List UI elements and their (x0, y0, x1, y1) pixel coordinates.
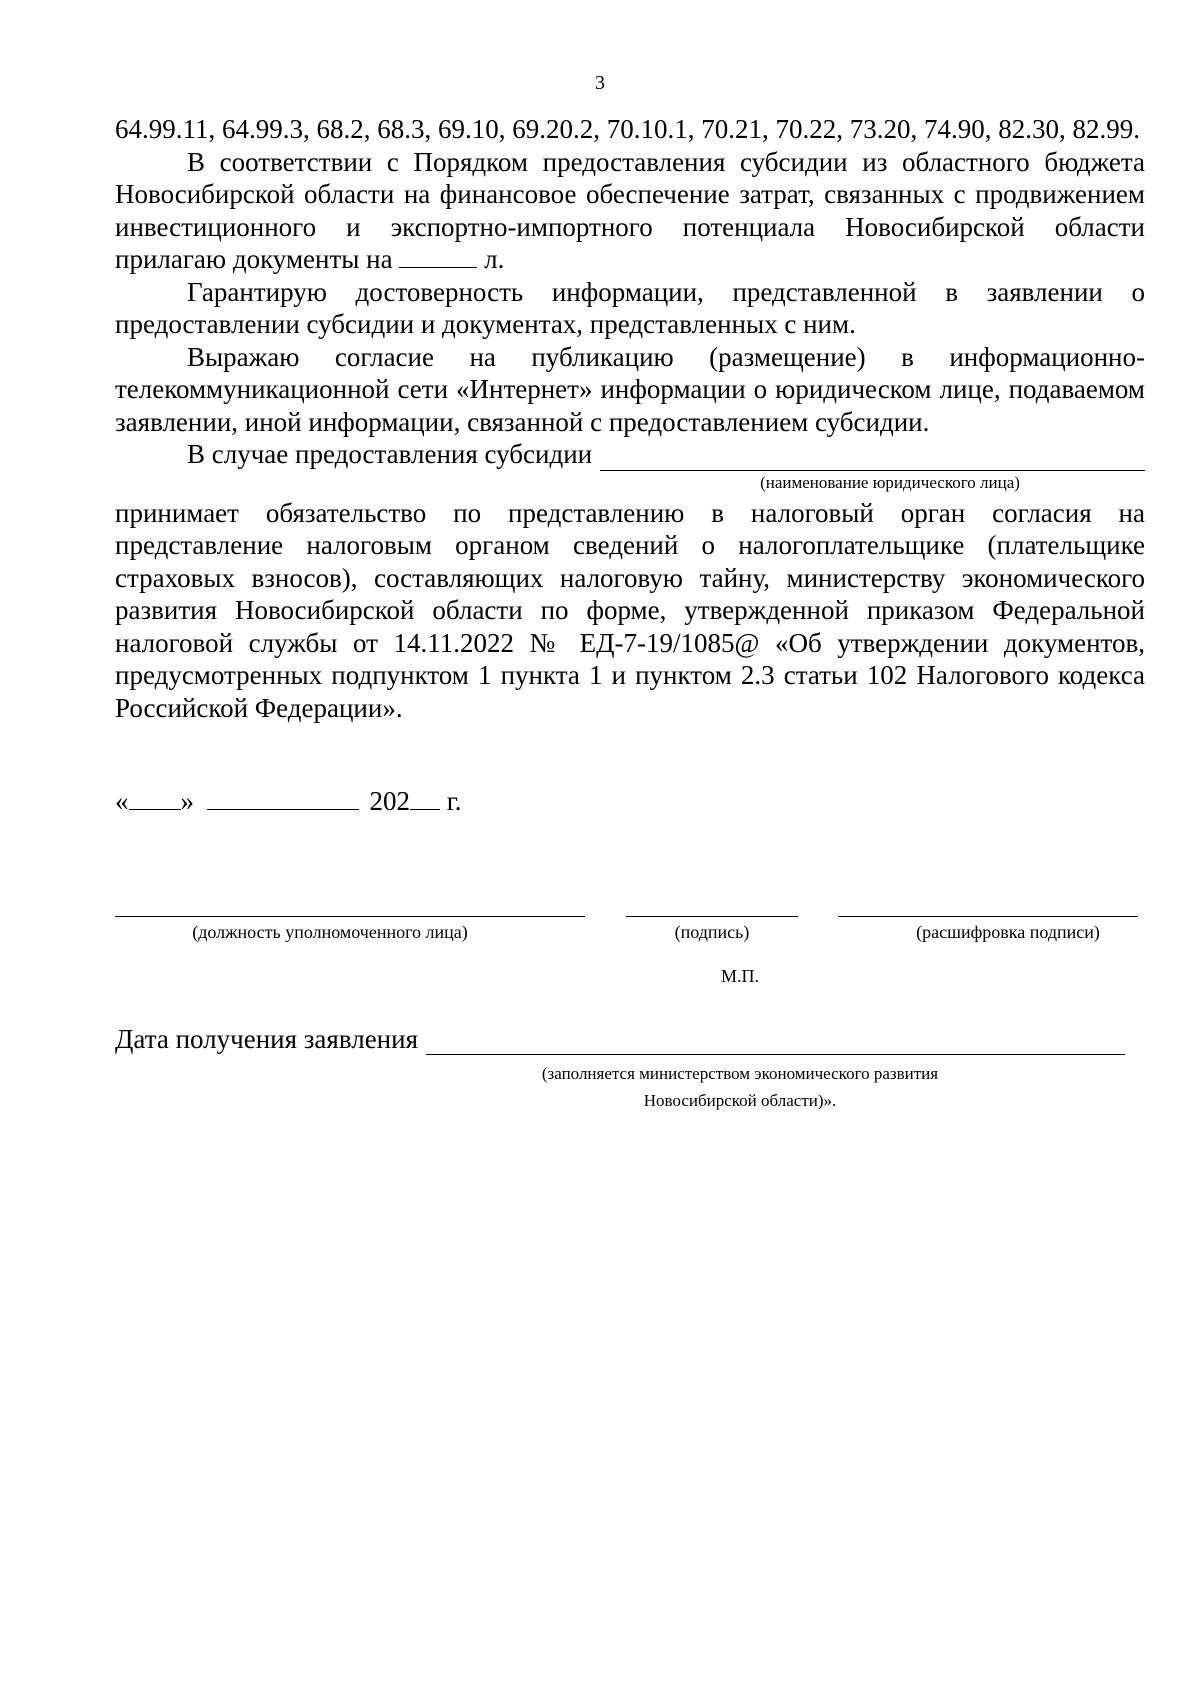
page-number: 3 (595, 72, 605, 94)
receipt-caption (440, 1060, 1040, 1114)
signature-decode-caption: (расшифровка подписи) (916, 922, 1100, 942)
activity-codes: 64.99.11, 64.99.3, 68.2, 68.3, 69.10, 69.20.2, 70.10.1, 70.21, 70.22, 73.20, 74.90, 82.30, 82.99. (115, 114, 1140, 144)
receipt-date-field[interactable] (426, 1026, 1125, 1055)
year-suffix: г. (446, 786, 462, 816)
legal-entity-caption: (наименование юридического лица) (760, 472, 1020, 492)
document-body (115, 113, 1145, 724)
year-field[interactable] (410, 785, 440, 810)
guarantee-paragraph: Гарантирую достоверность информации, представленной в заявлении о предоставлении субсидии и документах, представленных с ним. (115, 276, 1145, 339)
close-quote: » (180, 786, 194, 816)
year-prefix: 202 (369, 786, 410, 816)
pages-unit: л. (484, 244, 505, 274)
open-quote: « (115, 786, 129, 816)
receipt-label: Дата получения заявления (115, 1024, 418, 1054)
month-field[interactable] (207, 785, 359, 810)
subsidy-case-text: В случае предоставления субсидии (187, 439, 593, 469)
documents-text: В соответствии с Порядком предоставления субсидии из областного бюджета Новосибирской области на финансовое обеспечение затрат, связанных с продвижением инвестиционного и экспортно-импортного потенциала Новосибирской области прилагаю документы на (115, 146, 1145, 274)
obligation-paragraph: принимает обязательство по представлению в налоговый орган согласия на представление налоговым органом сведений о налогоплательщике (плательщике страховых взносов), составляющих налоговую тайну, министерству экономического развития Новосибирской области по форме, утвержденной приказом Федеральной налоговой службы от 14.11.2022 № ЕД-7-19/1085@ «Об утверждении документов, предусмотренных подпунктом 1 пункта 1 и пунктом 2.3 статьи 102 Налогового кодекса Российской Федерации». (115, 497, 1145, 723)
subsidy-case-row (115, 438, 1145, 471)
day-field[interactable] (129, 785, 181, 810)
signature-decode-field[interactable] (838, 916, 1138, 917)
stamp-place: М.П. (720, 966, 759, 986)
pages-count-field[interactable] (399, 243, 477, 268)
receipt-date-row (115, 1023, 1125, 1055)
documents-paragraph (115, 146, 1145, 276)
receipt-caption-line2: Новосибирской области)». (643, 1091, 837, 1110)
legal-entity-name-field[interactable] (600, 444, 1145, 471)
position-field[interactable] (115, 916, 585, 917)
receipt-caption-line1: (заполняется министерством экономического развития (541, 1064, 939, 1083)
date-line (115, 785, 462, 817)
position-caption: (должность уполномоченного лица) (192, 922, 468, 942)
signature-field[interactable] (626, 916, 798, 917)
signature-caption: (подпись) (674, 922, 750, 942)
consent-paragraph: Выражаю согласие на публикацию (размещение) в информационно-телекоммуникационной сети «Интернет» информации о юридическом лице, подаваемом заявлении, иной информации, связанной с предоставлением субсидии. (115, 341, 1145, 437)
